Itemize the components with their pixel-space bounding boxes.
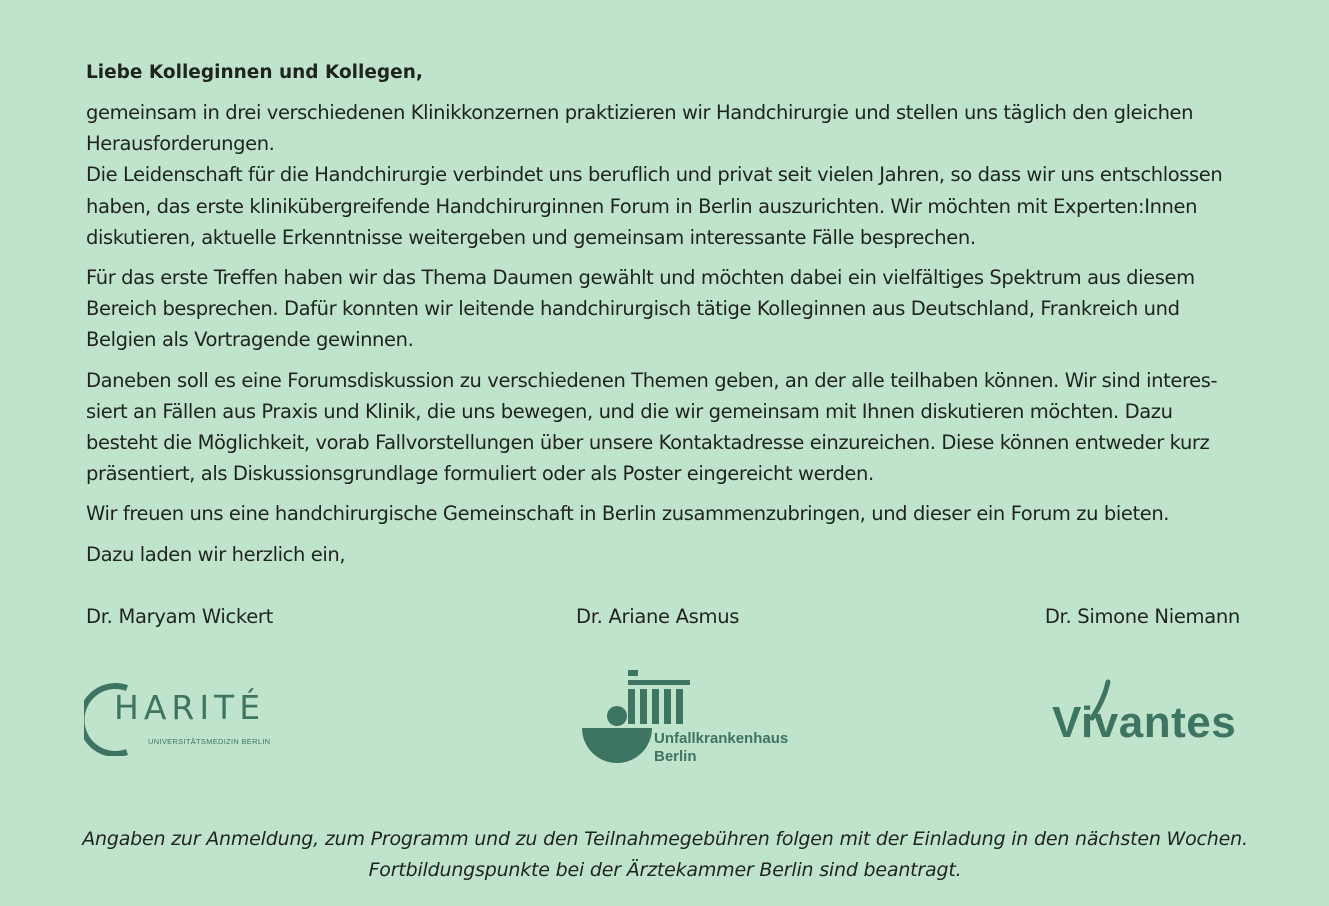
- paragraph-line: Belgien als Vortragende gewinnen.: [86, 328, 414, 352]
- closing-line: [86, 539, 1242, 570]
- letter-body: [86, 58, 1242, 570]
- charite-logo: [84, 680, 284, 756]
- vivantes-logo: [1052, 678, 1244, 754]
- paragraph-line: Die Leidenschaft für die Handchirurgie verbindet uns beruflich und privat seit vielen Jahren, so dass wir uns entschlossen: [86, 163, 1223, 187]
- signatures: [86, 605, 1240, 639]
- paragraph-line: Bereich besprechen. Dafür konnten wir leitende handchirurgisch tätige Kolleginnen aus Deutschland, Frankreich und: [86, 297, 1180, 321]
- paragraph-2: [86, 262, 1242, 356]
- signature-wickert: Dr. Maryam Wickert: [86, 605, 273, 628]
- paragraph-line: Für das erste Treffen haben wir das Thema Daumen gewählt und möchten dabei ein vielfältiges Spektrum aus diesem: [86, 266, 1195, 290]
- paragraph-line: diskutieren, aktuelle Erkenntnisse weitergeben und gemeinsam interessante Fälle besprechen.: [86, 225, 976, 249]
- paragraph-line: präsentiert, als Diskussionsgrundlage formuliert oder als Poster eingereicht werden.: [86, 462, 874, 486]
- footer-note: [80, 824, 1250, 886]
- paragraph-4: [86, 498, 1242, 529]
- paragraph-1: [86, 97, 1242, 253]
- paragraph-line: Daneben soll es eine Forumsdiskussion zu verschiedenen Themen geben, an der alle teilhaben können. Wir sind interes-: [86, 368, 1218, 392]
- charite-logo-text: HARITÉ: [114, 688, 266, 727]
- paragraph-line: gemeinsam in drei verschiedenen Klinikkonzernen praktizieren wir Handchirurgie und stellen uns täglich den gleichen: [86, 101, 1194, 124]
- salutation: Liebe Kolleginnen und Kollegen,: [86, 62, 423, 83]
- ukb-logo-text: [654, 730, 788, 766]
- charite-logo-subtitle: UNIVERSITÄTSMEDIZIN BERLIN: [148, 737, 271, 746]
- ukb-logo-line1: Unfallkrankenhaus: [654, 730, 789, 747]
- paragraph-line: Wir freuen uns eine handchirurgische Gemeinschaft in Berlin zusammenzubringen, und dieser ein Forum zu bieten.: [86, 502, 1170, 526]
- signature-niemann: Dr. Simone Niemann: [1044, 605, 1240, 628]
- footer-line-2: Fortbildungspunkte bei der Ärztekammer Berlin sind beantragt.: [368, 859, 962, 881]
- paragraph-line: haben, das erste klinikübergreifende Handchirurginnen Forum in Berlin auszurichten. Wir möchten mit Experten:Innen: [86, 194, 1198, 218]
- paragraph-line: besteht die Möglichkeit, vorab Fallvorstellungen über unsere Kontaktadresse einzureichen. Diese können entweder kurz: [86, 431, 1210, 455]
- footer-line-1: Angaben zur Anmeldung, zum Programm und zu den Teilnahmegebühren folgen mit der Einladung in den nächsten Wochen.: [82, 828, 1248, 850]
- ukb-logo-line2: Berlin: [654, 748, 697, 765]
- paragraph-line: Dazu laden wir herzlich ein,: [86, 542, 346, 566]
- vivantes-logo-text: Vivantes: [1052, 698, 1237, 747]
- signature-asmus: Dr. Ariane Asmus: [576, 605, 740, 628]
- ukb-logo: [582, 670, 802, 770]
- paragraph-3: [86, 365, 1242, 490]
- paragraph-line: Herausforderungen.: [86, 132, 275, 156]
- paragraph-line: siert an Fällen aus Praxis und Klinik, die uns bewegen, und die wir gemeinsam mit Ihnen diskutieren möchten. Dazu: [86, 399, 1173, 423]
